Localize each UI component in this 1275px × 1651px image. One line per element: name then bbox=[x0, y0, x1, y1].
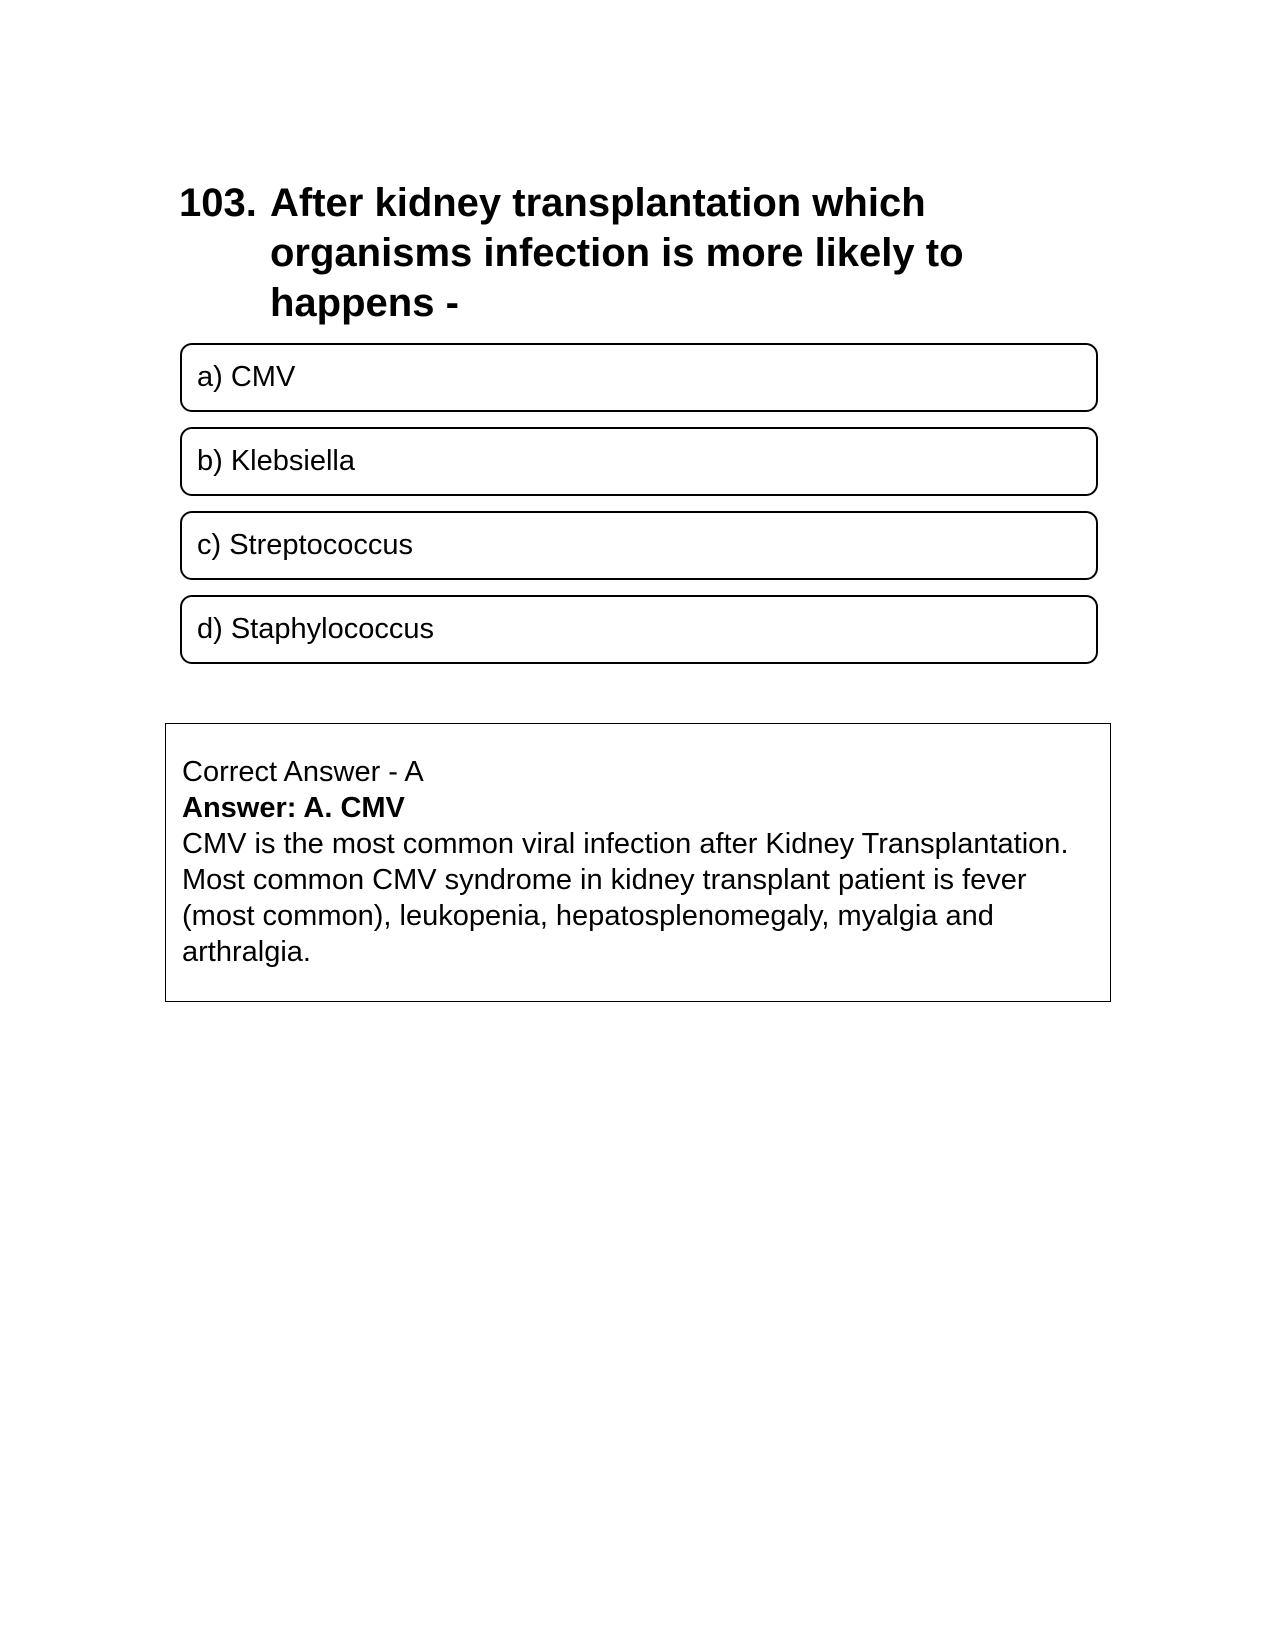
question-number: 103. bbox=[179, 181, 257, 225]
options-list bbox=[180, 343, 1098, 679]
option-d-label: d) Staphylococcus bbox=[197, 613, 434, 645]
option-c-label: c) Streptococcus bbox=[197, 529, 413, 561]
option-b[interactable] bbox=[180, 427, 1098, 496]
option-d[interactable] bbox=[180, 595, 1098, 664]
answer-explanation: CMV is the most common viral infection after Kidney Transplantation. Most common CMV syndrome in kidney transplant patient is fever (most common), leukopenia, hepatosplenomegaly, myalgia and arthralgia. bbox=[182, 828, 1069, 968]
question-text: After kidney transplantation which organisms infection is more likely to happens - bbox=[270, 181, 964, 325]
answer-line: Answer: A. CMV bbox=[182, 792, 405, 824]
correct-answer-line: Correct Answer - A bbox=[182, 756, 424, 788]
option-a-label: a) CMV bbox=[197, 361, 296, 393]
option-a[interactable] bbox=[180, 343, 1098, 412]
answer-box bbox=[165, 723, 1111, 1002]
option-c[interactable] bbox=[180, 511, 1098, 580]
question-heading bbox=[179, 178, 1109, 328]
option-b-label: b) Klebsiella bbox=[197, 445, 355, 477]
